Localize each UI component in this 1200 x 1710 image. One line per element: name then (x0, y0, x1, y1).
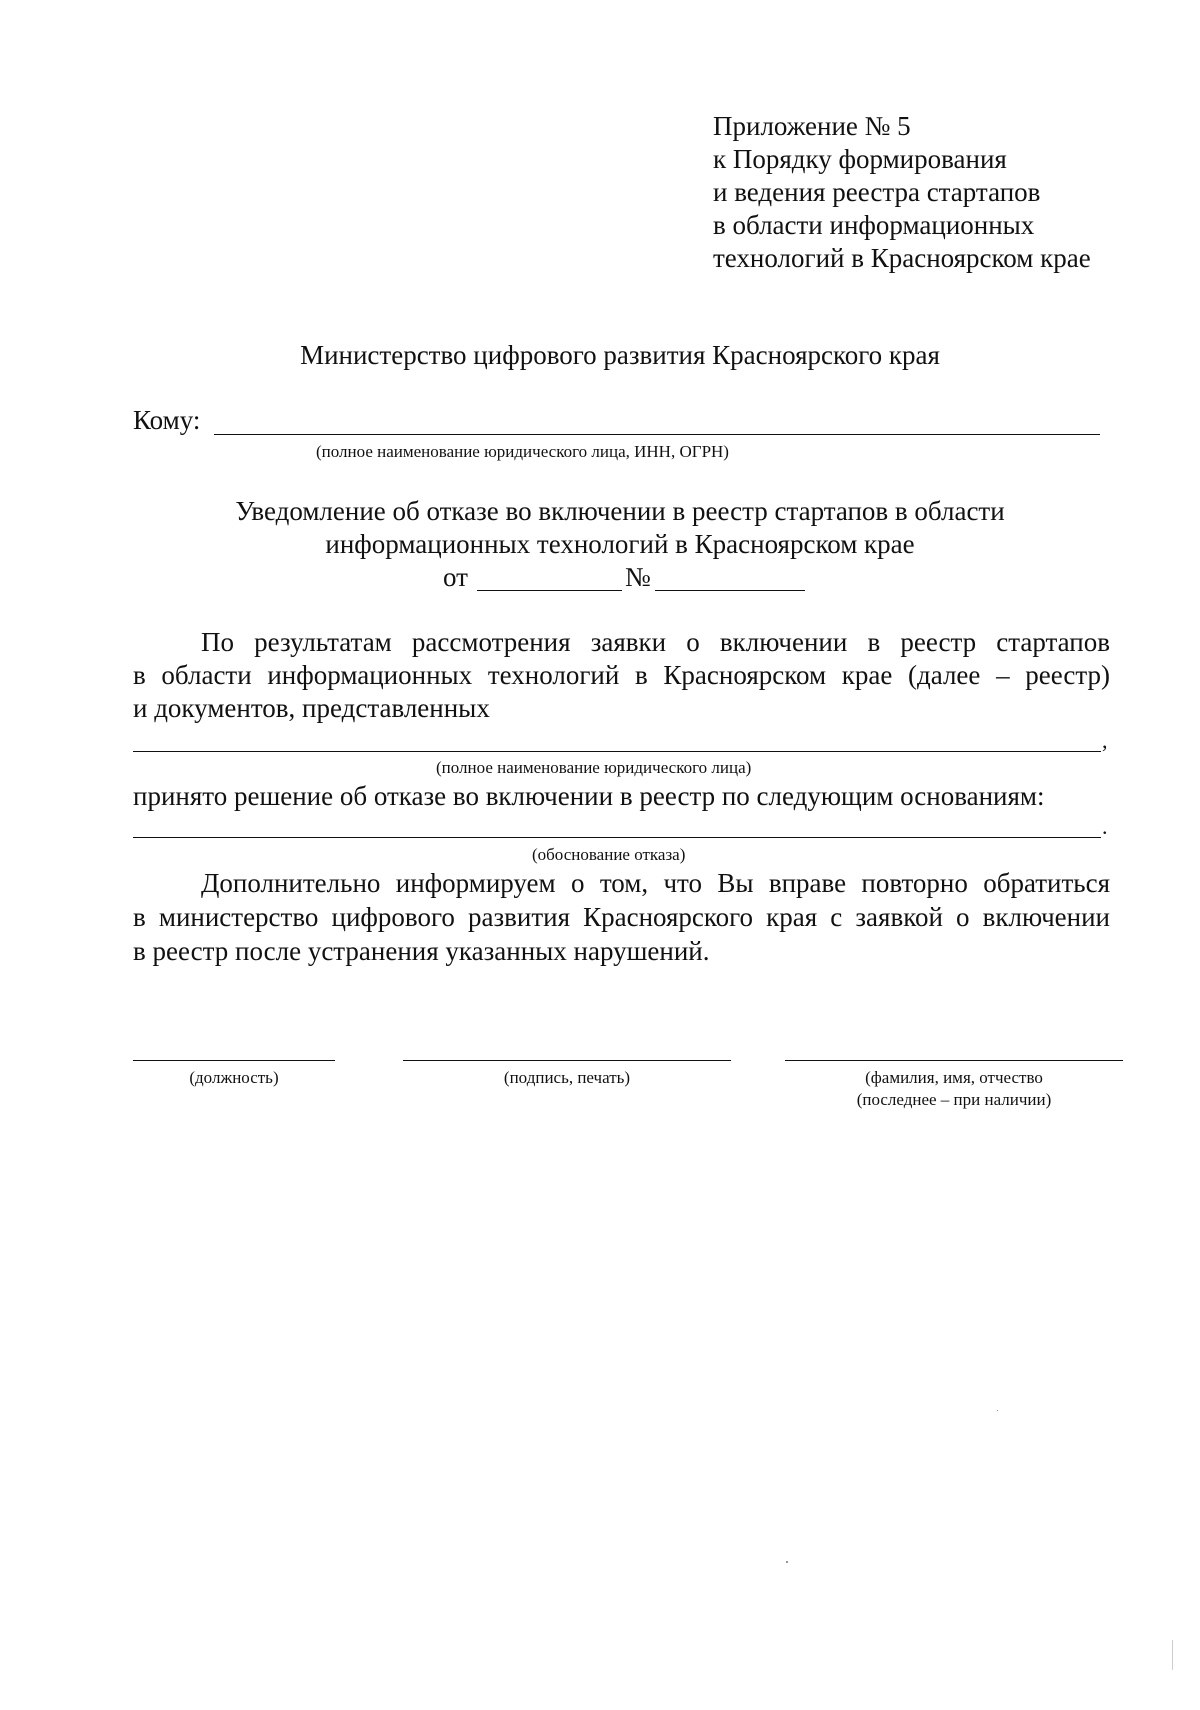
reason-hint: (обоснование отказа) (532, 845, 686, 864)
scan-speck (786, 1561, 788, 1563)
paragraph-2-line-1 (133, 868, 1110, 899)
appendix-line: к Порядку формирования (713, 144, 1007, 174)
paragraph-2-line-2: в министерство цифрового развития Красноярского края с заявкой о включении (133, 902, 1110, 932)
scan-edge-mark (1172, 1640, 1173, 1670)
sign-hint: (подпись, печать) (503, 1068, 631, 1087)
paragraph-2-line-1-text: Дополнительно информируем о том, что Вы вправе повторно обратиться (201, 868, 1110, 898)
notice-title-line-1: Уведомление об отказе во включении в реестр стартапов в области (235, 496, 1005, 526)
entity-field-line[interactable] (133, 751, 1101, 752)
scan-speck (997, 1410, 998, 1411)
notice-title-line-2: информационных технологий в Красноярском крае (325, 529, 915, 559)
date-label: от (443, 562, 468, 592)
ministry-name: Министерство цифрового развития Красноярского края (300, 340, 940, 370)
name-hint-line-2: (последнее – при наличии) (856, 1090, 1052, 1109)
recipient-label: Кому: (133, 405, 201, 435)
number-field-line[interactable] (655, 590, 805, 591)
position-hint: (должность) (189, 1068, 279, 1087)
recipient-hint: (полное наименование юридического лица, ИНН, ОГРН) (316, 442, 729, 461)
paragraph-1-line-1-text: По результатам рассмотрения заявки о включении в реестр стартапов (201, 627, 1110, 657)
appendix-line: Приложение № 5 (713, 111, 911, 141)
reason-period: . (1102, 814, 1108, 839)
reason-field-line[interactable] (133, 837, 1101, 838)
position-signature-line[interactable] (133, 1060, 335, 1061)
paragraph-2-line-3: в реестр после устранения указанных нарушений. (133, 936, 710, 966)
entity-comma: , (1102, 728, 1108, 753)
recipient-field-line[interactable] (214, 434, 1100, 435)
name-hint (785, 1067, 1123, 1111)
entity-hint: (полное наименование юридического лица) (436, 758, 752, 777)
paragraph-1-line-3: и документов, представленных (133, 693, 490, 723)
appendix-line: и ведения реестра стартапов (713, 177, 1041, 207)
paragraph-1-line-1 (133, 627, 1110, 658)
sign-signature-line[interactable] (403, 1060, 731, 1061)
appendix-block (713, 110, 1091, 275)
decision-text: принято решение об отказе во включении в реестр по следующим основаниям: (133, 781, 1045, 811)
date-field-line[interactable] (477, 590, 622, 591)
name-signature-line[interactable] (785, 1060, 1123, 1061)
appendix-line: в области информационных (713, 210, 1035, 240)
name-hint-line-1: (фамилия, имя, отчество (865, 1068, 1043, 1087)
paragraph-1-line-2: в области информационных технологий в Красноярском крае (далее – реестр) (133, 660, 1110, 690)
appendix-line: технологий в Красноярском крае (713, 243, 1091, 273)
number-label: № (625, 562, 651, 592)
